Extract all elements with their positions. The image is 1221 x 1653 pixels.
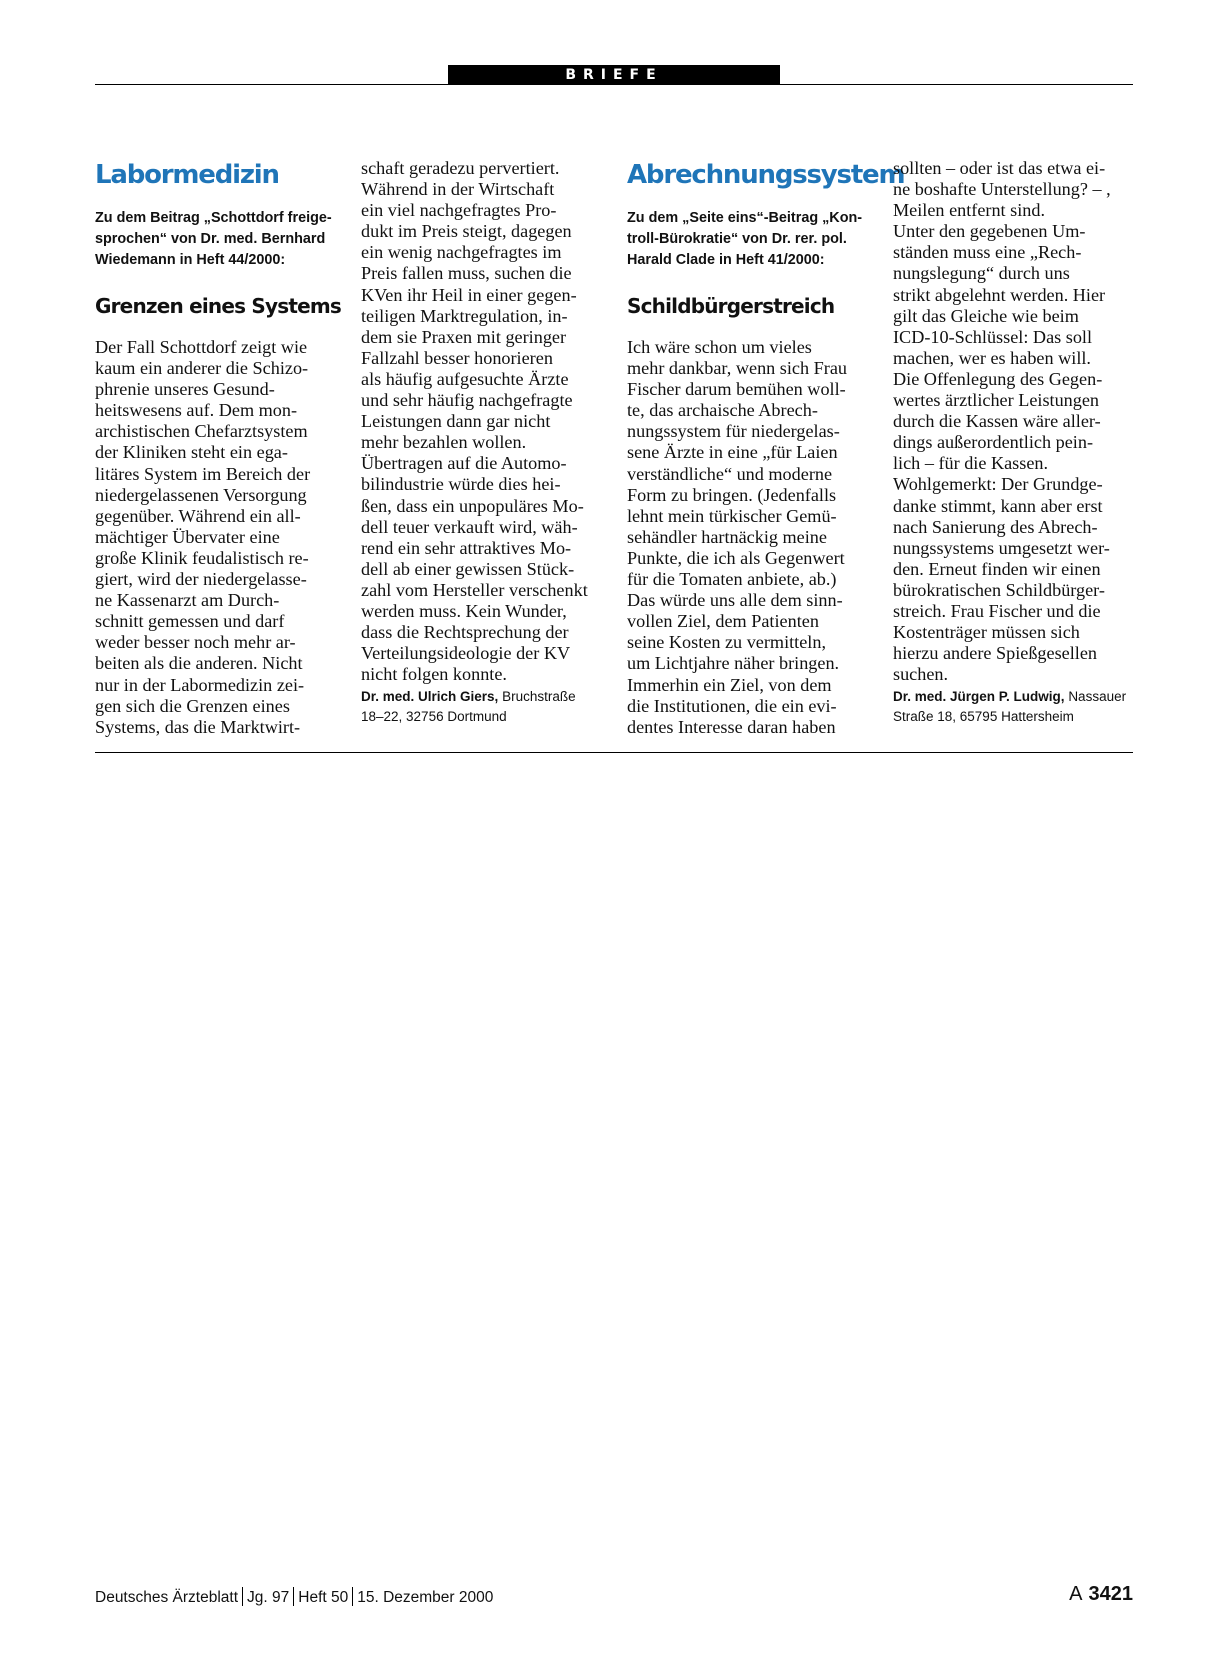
article-reference bbox=[95, 208, 331, 271]
text-line: rend ein sehr attraktives Mo- bbox=[361, 537, 572, 558]
text-line: beiten als die anderen. Nicht bbox=[95, 653, 303, 674]
text-line: sene Ärzte in eine „für Laien bbox=[627, 442, 838, 463]
signature-name: Dr. med. Ulrich Giers, bbox=[361, 689, 499, 705]
reference-line: Zu dem „Seite eins“-Beitrag „Kon- bbox=[627, 210, 863, 226]
text-line: Preis fallen muss, suchen die bbox=[361, 263, 572, 284]
text-line: hierzu andere Spießgesellen bbox=[893, 643, 1098, 664]
text-line: schaft geradezu pervertiert. bbox=[361, 158, 560, 178]
text-line: machen, wer es haben will. bbox=[893, 347, 1091, 368]
page-footer bbox=[95, 1585, 1133, 1609]
signature-address: 18–22, 32756 Dortmund bbox=[361, 709, 507, 725]
text-line: dell ab einer gewissen Stück- bbox=[361, 558, 575, 579]
signature-address: Bruchstraße bbox=[502, 689, 576, 705]
text-line: danke stimmt, kann aber erst bbox=[893, 495, 1103, 516]
signature-address: Straße 18, 65795 Hattersheim bbox=[893, 709, 1074, 725]
text-line: Unter den gegebenen Um- bbox=[893, 221, 1086, 242]
text-line: sollten – oder ist das etwa ei- bbox=[893, 158, 1106, 178]
text-line: Die Offenlegung des Gegen- bbox=[893, 368, 1103, 389]
text-line: zahl vom Hersteller verschenkt bbox=[361, 579, 588, 600]
text-line: Verteilungsideologie der KV bbox=[361, 643, 571, 664]
text-line: wertes ärztlicher Leistungen bbox=[893, 390, 1100, 411]
text-line: werden muss. Kein Wunder, bbox=[361, 600, 567, 621]
text-line: und sehr häufig nachgefragte bbox=[361, 390, 573, 411]
page-number: 3421 bbox=[1088, 1583, 1133, 1605]
text-line: durch die Kassen wäre aller- bbox=[893, 411, 1101, 432]
text-line: lehnt mein türkischer Gemü- bbox=[627, 505, 837, 526]
section-header bbox=[95, 65, 1133, 86]
footer-separator bbox=[293, 1587, 294, 1606]
text-line: nur in der Labormedizin zei- bbox=[95, 674, 305, 695]
text-line: dentes Interesse daran haben bbox=[627, 716, 836, 737]
text-line: dell teuer verkauft wird, wäh- bbox=[361, 516, 578, 537]
text-line: dass die Rechtsprechung der bbox=[361, 622, 569, 643]
text-line: ein viel nachgefragtes Pro- bbox=[361, 200, 557, 221]
article-abrechnungssystem-column-1 bbox=[627, 158, 905, 738]
text-line: nicht folgen konnte. bbox=[361, 664, 507, 685]
article-subheading: Schildbürgerstreich bbox=[627, 294, 835, 318]
text-line: te, das archaische Abrech- bbox=[627, 400, 818, 421]
text-line: litäres System im Bereich der bbox=[95, 463, 311, 484]
text-line: Während in der Wirtschaft bbox=[361, 179, 555, 200]
text-line: Leistungen dann gar nicht bbox=[361, 411, 551, 432]
text-line: um Lichtjahre näher bringen. bbox=[627, 653, 840, 674]
journal-issue: Heft 50 bbox=[298, 1589, 349, 1606]
text-line: gegenüber. Während ein all- bbox=[95, 505, 301, 526]
text-line: giert, wird der niedergelasse- bbox=[95, 569, 307, 590]
article-subheading: Grenzen eines Systems bbox=[95, 294, 341, 318]
text-line: der Kliniken steht ein ega- bbox=[95, 442, 288, 463]
text-line: mehr bezahlen wollen. bbox=[361, 432, 527, 453]
text-line: verständliche“ und moderne bbox=[627, 463, 833, 484]
footer-separator bbox=[242, 1587, 243, 1606]
text-line: niedergelassenen Versorgung bbox=[95, 484, 307, 505]
text-line: Ich wäre schon um vieles bbox=[627, 337, 812, 357]
text-line: phrenie unseres Gesund- bbox=[95, 379, 275, 400]
text-line: Fischer darum bemühen woll- bbox=[627, 379, 846, 400]
text-line: mächtiger Übervater eine bbox=[95, 526, 280, 547]
text-line: Form zu bringen. (Jedenfalls bbox=[627, 484, 837, 505]
text-line: ne Kassenarzt am Durch- bbox=[95, 590, 280, 611]
reference-line: Harald Clade in Heft 41/2000: bbox=[627, 252, 825, 268]
section-label: BRIEFE bbox=[448, 65, 780, 85]
text-line: seine Kosten zu vermitteln, bbox=[627, 632, 826, 653]
text-line: teiligen Marktregulation, in- bbox=[361, 305, 568, 326]
text-line: bürokratischen Schildbürger- bbox=[893, 579, 1105, 600]
text-line: Der Fall Schottdorf zeigt wie bbox=[95, 337, 308, 357]
text-line: Meilen entfernt sind. bbox=[893, 200, 1046, 221]
footer-separator bbox=[352, 1587, 353, 1606]
text-line: archistischen Chefarztsystem bbox=[95, 421, 308, 442]
text-line: Systems, das die Marktwirt- bbox=[95, 716, 301, 737]
text-line: gilt das Gleiche wie beim bbox=[893, 305, 1079, 326]
text-line: streich. Frau Fischer und die bbox=[893, 600, 1101, 621]
reference-line: troll-Bürokratie“ von Dr. rer. pol. bbox=[627, 231, 847, 247]
bottom-rule bbox=[95, 752, 1133, 753]
journal-volume: Jg. 97 bbox=[247, 1589, 290, 1606]
text-line: Fallzahl besser honorieren bbox=[361, 347, 553, 368]
text-line: für die Tomaten anbiete, ab.) bbox=[627, 569, 837, 590]
text-line: vollen Ziel, dem Patienten bbox=[627, 611, 819, 632]
text-line: KVen ihr Heil in einer gegen- bbox=[361, 284, 577, 305]
text-line: kaum ein anderer die Schizo- bbox=[95, 358, 309, 379]
text-line: dem sie Praxen mit geringer bbox=[361, 326, 567, 347]
letter-body bbox=[893, 158, 1129, 685]
letter-body bbox=[95, 337, 331, 738]
text-line: als häufig aufgesuchte Ärzte bbox=[361, 368, 569, 389]
letter-body bbox=[361, 158, 597, 685]
text-line: bilindustrie würde dies hei- bbox=[361, 474, 561, 495]
text-line: ßen, dass ein unpopuläres Mo- bbox=[361, 495, 584, 516]
text-line: weder besser noch mehr ar- bbox=[95, 632, 296, 653]
text-line: Übertragen auf die Automo- bbox=[361, 453, 567, 474]
text-line: ICD-10-Schlüssel: Das soll bbox=[893, 326, 1093, 347]
text-line: lich – für die Kassen. bbox=[893, 453, 1049, 474]
text-line: ein wenig nachgefragtes im bbox=[361, 242, 562, 263]
article-labormedizin-column-1 bbox=[95, 158, 341, 738]
text-line: ne boshafte Unterstellung? – , bbox=[893, 179, 1111, 200]
footer-citation bbox=[95, 1587, 493, 1607]
text-line: Wohlgemerkt: Der Grundge- bbox=[893, 474, 1103, 495]
text-line: gen sich die Grenzen eines bbox=[95, 695, 290, 716]
text-line: strikt abgelehnt werden. Hier bbox=[893, 284, 1106, 305]
article-labormedizin-column-2 bbox=[361, 158, 597, 727]
journal-name: Deutsches Ärzteblatt bbox=[95, 1589, 239, 1606]
reference-line: sprochen“ von Dr. med. Bernhard bbox=[95, 231, 326, 247]
letter-signature bbox=[361, 687, 597, 727]
text-line: den. Erneut finden wir einen bbox=[893, 558, 1101, 579]
text-line: nungssystem für niedergelas- bbox=[627, 421, 840, 442]
page-number-block bbox=[1069, 1583, 1133, 1606]
text-line: suchen. bbox=[893, 664, 949, 685]
text-line: nach Sanierung des Abrech- bbox=[893, 516, 1098, 537]
text-line: nungssystems umgesetzt wer- bbox=[893, 537, 1110, 558]
article-title: Labormedizin bbox=[95, 160, 279, 190]
signature-address: Nassauer bbox=[1068, 689, 1127, 705]
text-line: Punkte, die ich als Gegenwert bbox=[627, 547, 845, 568]
signature-name: Dr. med. Jürgen P. Ludwig, bbox=[893, 689, 1065, 705]
reference-line: Zu dem Beitrag „Schottdorf freige- bbox=[95, 210, 332, 226]
text-line: große Klinik feudalistisch re- bbox=[95, 547, 309, 568]
page-prefix: A bbox=[1069, 1583, 1083, 1605]
article-abrechnungssystem-column-2 bbox=[893, 158, 1129, 727]
article-title: Abrechnungssystem bbox=[627, 160, 905, 190]
text-line: Immerhin ein Ziel, von dem bbox=[627, 674, 832, 695]
text-line: Das würde uns alle dem sinn- bbox=[627, 590, 843, 611]
text-line: heitswesens auf. Dem mon- bbox=[95, 400, 298, 421]
text-line: dings außerordentlich pein- bbox=[893, 432, 1094, 453]
letter-signature bbox=[893, 687, 1129, 727]
text-line: Kostenträger müssen sich bbox=[893, 622, 1080, 643]
text-line: die Institutionen, die ein evi- bbox=[627, 695, 837, 716]
text-line: schnitt gemessen und darf bbox=[95, 611, 285, 632]
letter-body bbox=[627, 337, 863, 738]
issue-date: 15. Dezember 2000 bbox=[357, 1589, 494, 1606]
reference-line: Wiedemann in Heft 44/2000: bbox=[95, 252, 286, 268]
text-line: sehändler hartnäckig meine bbox=[627, 526, 827, 547]
text-line: ständen muss eine „Rech- bbox=[893, 242, 1082, 263]
article-reference bbox=[627, 208, 863, 271]
text-line: mehr dankbar, wenn sich Frau bbox=[627, 358, 847, 379]
text-line: nungslegung“ durch uns bbox=[893, 263, 1070, 284]
text-line: dukt im Preis steigt, dagegen bbox=[361, 221, 572, 242]
